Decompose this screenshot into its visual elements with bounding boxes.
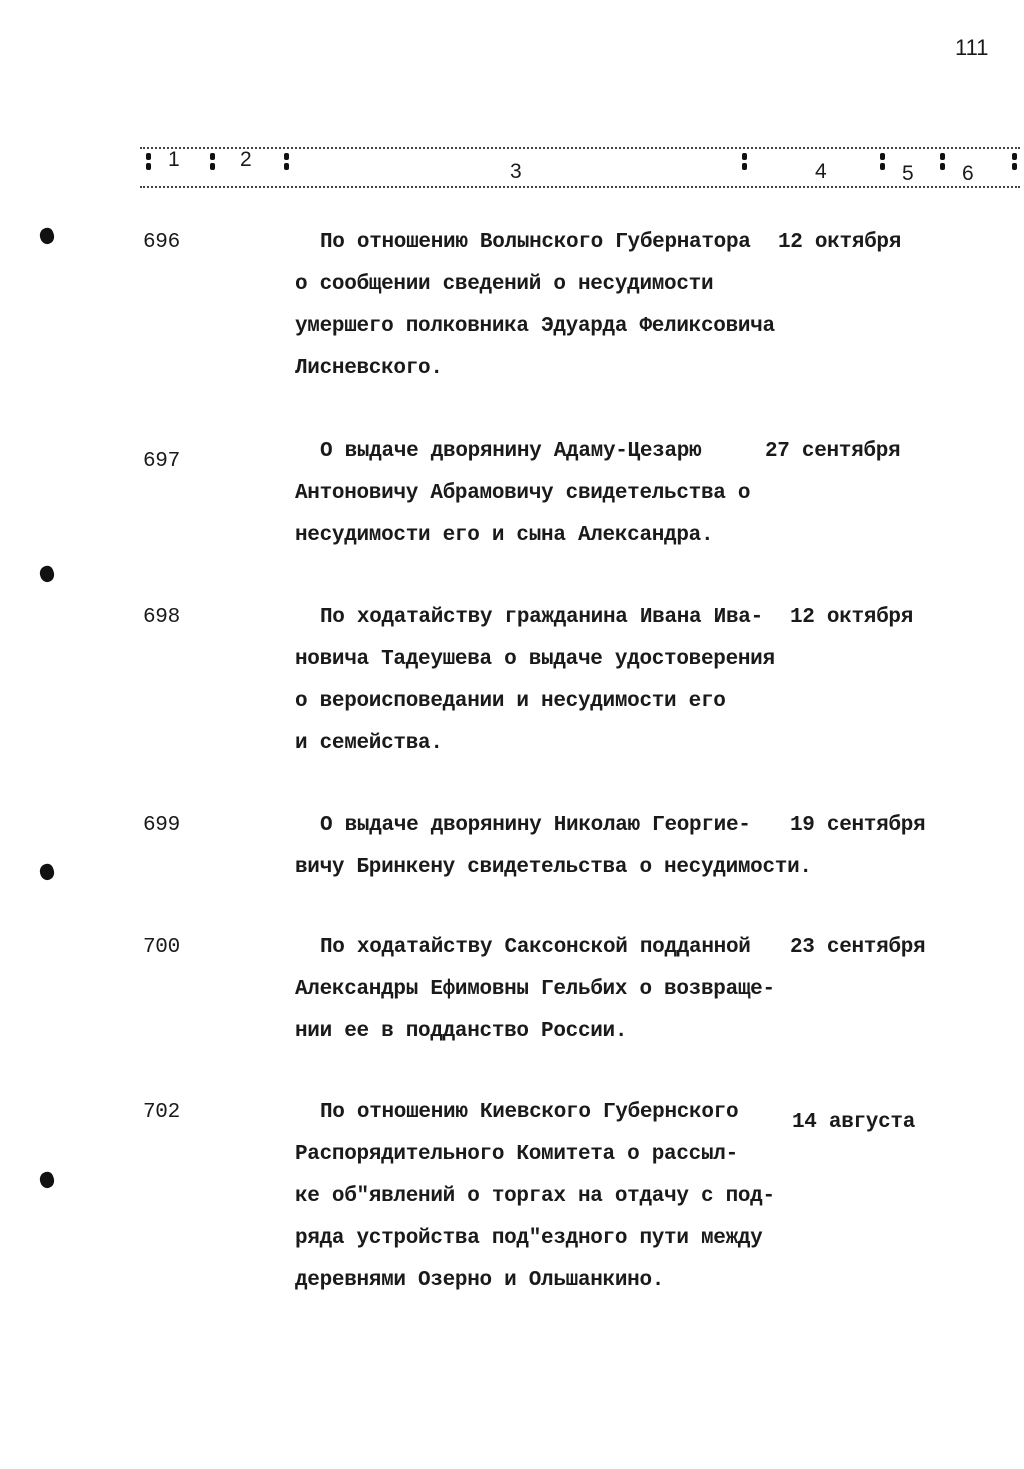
entry-number: 698 — [143, 606, 180, 629]
punch-hole-mark — [38, 862, 57, 882]
column-header-5: 5 — [902, 162, 914, 185]
punch-hole-mark — [38, 226, 57, 246]
entry-text-line: О выдаче дворянину Николаю Георгие- — [320, 814, 751, 837]
entry-number: 700 — [143, 936, 180, 959]
column-separator — [210, 150, 215, 172]
column-header-6: 6 — [962, 162, 974, 185]
entry-number: 702 — [143, 1101, 180, 1124]
entry-number: 697 — [143, 450, 180, 473]
header-bottom-rule — [140, 186, 1020, 188]
entry-text-line: и семейства. — [295, 732, 443, 755]
entry-text-line: умершего полковника Эдуарда Феликсовича — [295, 315, 775, 338]
entry-text-line: По отношению Волынского Губернатора — [320, 231, 751, 254]
column-separator — [742, 150, 747, 172]
entry-text-line: деревнями Озерно и Ольшанкино. — [295, 1269, 665, 1292]
entry-text-line: Распорядительного Комитета о рассыл- — [295, 1143, 738, 1166]
entry-date: 23 сентября — [790, 936, 926, 959]
entry-number: 696 — [143, 231, 180, 254]
entry-text-line: нии ее в подданство России. — [295, 1020, 628, 1043]
entry-text-line: ке об"явлений о торгах на отдачу с под- — [295, 1185, 775, 1208]
punch-hole-mark — [38, 1170, 57, 1190]
entry-text-line: ряда устройства под"ездного пути между — [295, 1227, 763, 1250]
column-separator — [940, 150, 945, 172]
column-header-4: 4 — [815, 160, 827, 183]
column-separator — [880, 150, 885, 172]
entry-text-line: Лисневского. — [295, 357, 443, 380]
punch-hole-mark — [38, 564, 57, 584]
entry-date: 19 сентября — [790, 814, 926, 837]
column-header-1: 1 — [168, 148, 180, 171]
entry-text-line: о сообщении сведений о несудимости — [295, 273, 714, 296]
entry-date: 12 октября — [790, 606, 914, 629]
entry-text-line: новича Тадеушева о выдаче удостоверения — [295, 648, 775, 671]
entry-text-line: о вероисповедании и несудимости его — [295, 690, 726, 713]
entry-text-line: По отношению Киевского Губернского — [320, 1101, 739, 1124]
entry-text-line: Антоновичу Абрамовичу свидетельства о — [295, 482, 751, 505]
entry-date: 12 октября — [778, 231, 902, 254]
column-separator — [284, 150, 289, 172]
header-top-rule — [140, 147, 1020, 149]
entry-text-line: Александры Ефимовны Гельбих о возвраще- — [295, 978, 775, 1001]
entry-text-line: По ходатайству Саксонской подданной — [320, 936, 751, 959]
column-header-3: 3 — [510, 160, 522, 183]
column-separator — [1012, 150, 1017, 172]
entry-text-line: О выдаче дворянину Адаму-Цезарю — [320, 440, 702, 463]
page-number: 111 — [955, 35, 989, 60]
entry-text-line: вичу Бринкену свидетельства о несудимости. — [295, 856, 812, 879]
column-header-2: 2 — [240, 148, 252, 171]
entry-date: 14 августа — [792, 1111, 916, 1134]
entry-text-line: несудимости его и сына Александра. — [295, 524, 714, 547]
column-separator — [146, 150, 151, 172]
entry-date: 27 сентября — [765, 440, 901, 463]
entry-text-line: По ходатайству гражданина Ивана Ива- — [320, 606, 763, 629]
entry-number: 699 — [143, 814, 180, 837]
